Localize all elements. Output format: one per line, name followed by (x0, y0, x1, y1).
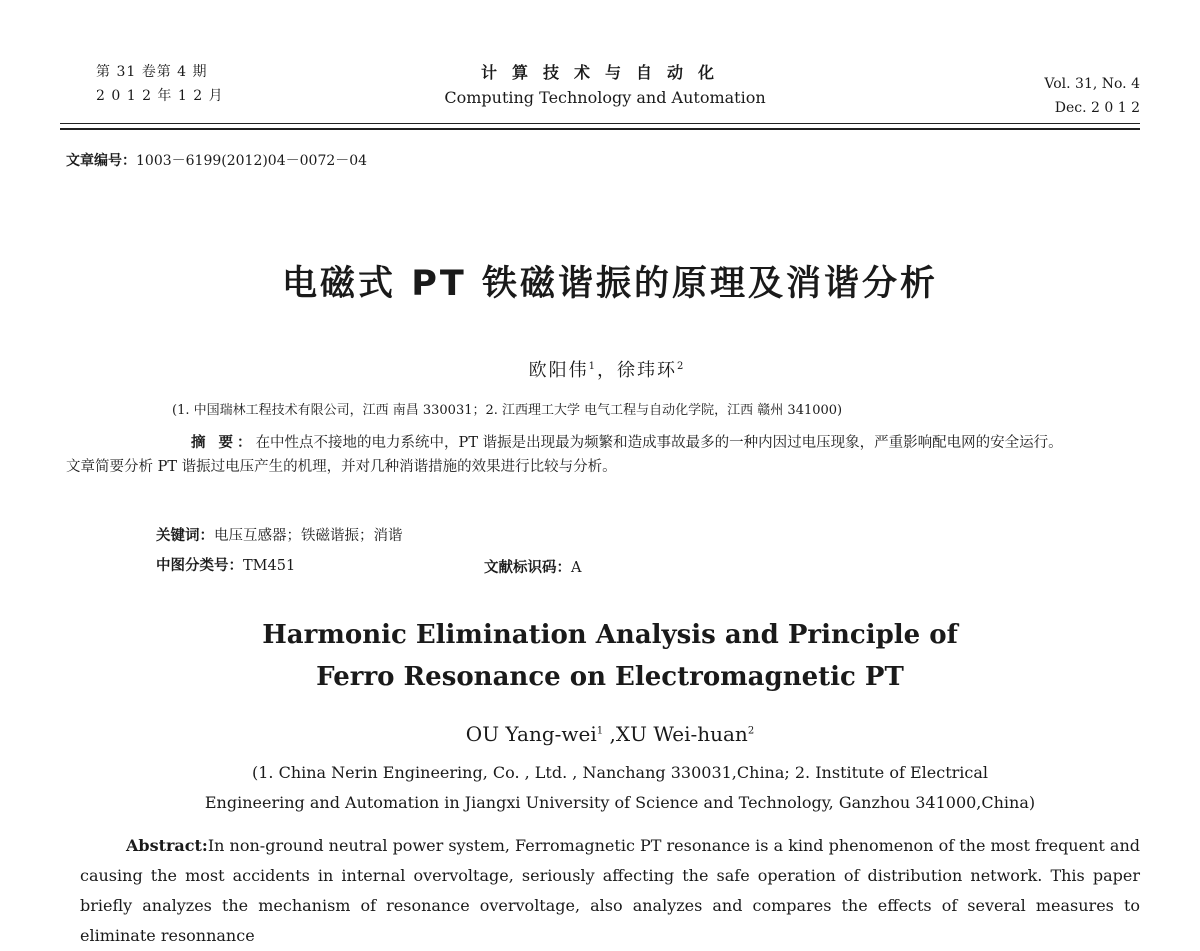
journal-name-cn: 计算技术与自动化 (480, 63, 729, 82)
author-1-affil-mark: 1 (588, 361, 597, 372)
abstract-cn-text: 在中性点不接地的电力系统中，PT 谐振是出现最为频繁和造成事故最多的一种内因过电压现象，严重影响配电网的安全运行。文章简要分析 PT 谐振过电压产生的机理，并对几种消谐措施的效果进行比较与分析。 (66, 435, 1063, 475)
paper-title-en (0, 614, 1200, 698)
journal-issue-info-en (1044, 72, 1140, 120)
journal-name (0, 62, 1200, 110)
volume-issue-cn: 第 31 卷第 4 期 (96, 64, 208, 80)
classification-value: TM451 (243, 558, 296, 574)
author-2-cn: 徐玮环 (617, 360, 677, 381)
document-code-label: 文献标识码： (484, 560, 571, 576)
authors-cn (0, 356, 1200, 382)
header-rule-thick (60, 128, 1140, 130)
author-1-cn: 欧阳伟 (528, 360, 589, 381)
abstract-cn-label: 摘 要： (191, 435, 256, 451)
document-code-value: A (571, 560, 582, 576)
abstract-en-label: Abstract: (126, 836, 208, 855)
affiliations-en (150, 758, 1090, 818)
keywords-cn (156, 524, 403, 545)
keywords-cn-text: 电压互感器；铁磁谐振；消谐 (214, 528, 403, 544)
document-code (484, 556, 581, 577)
author-2-en-affil-mark: 2 (747, 725, 755, 737)
classification-label: 中图分类号： (156, 558, 243, 574)
abstract-cn (66, 431, 1076, 479)
keywords-cn-label: 关键词： (156, 528, 214, 544)
affiliations-en-line-1: (1. China Nerin Engineering, Co. , Ltd. , Nanchang 330031,China; 2. Institute of Electrical (251, 763, 989, 782)
abstract-en (80, 831, 1140, 951)
affiliations-en-line-2: Engineering and Automation in Jiangxi University of Science and Technology, Ganzhou 341000,China) (204, 793, 1036, 812)
journal-name-en: Computing Technology and Automation (444, 88, 766, 107)
author-separator-en: , (603, 722, 616, 746)
author-1-en-affil-mark: 1 (596, 725, 604, 737)
paper-title-en-line-1: Harmonic Elimination Analysis and Principle of (262, 620, 958, 650)
article-number (66, 150, 367, 170)
date-en: Dec. 2 0 1 2 (1054, 100, 1140, 116)
classification-number (156, 554, 295, 575)
authors-en (0, 722, 1200, 746)
author-1-en: OU Yang-wei (465, 722, 597, 746)
date-cn: 2 0 1 2 年 1 2 月 (96, 88, 224, 104)
paper-title-cn: 电磁式 PT 铁磁谐振的原理及消谐分析 (282, 264, 938, 304)
author-2-en: XU Wei-huan (615, 722, 748, 746)
volume-issue-en: Vol. 31, No. 4 (1044, 76, 1140, 92)
author-2-affil-mark: 2 (677, 361, 686, 372)
affiliations-cn: (1. 中国瑞林工程技术有限公司，江西 南昌 330031；2. 江西理工大学 电气工程与自动化学院，江西 赣州 341000) (172, 403, 843, 418)
author-separator-cn: ， (597, 360, 617, 381)
paper-title-en-line-2: Ferro Resonance on Electromagnetic PT (316, 662, 904, 692)
header-rule-thin (60, 123, 1140, 124)
article-number-label: 文章编号： (66, 153, 136, 169)
article-number-value: 1003－6199(2012)04－0072－04 (136, 153, 368, 169)
abstract-en-text: In non-ground neutral power system, Ferromagnetic PT resonance is a kind phenomenon of the most frequent and causing the most accidents in internal overvoltage, seriously affecting the safe operation of distribution network. This paper briefly analyzes the mechanism of resonance overvoltage, also analyzes and compares the effects of several measures to eliminate resonnance (80, 836, 1140, 945)
